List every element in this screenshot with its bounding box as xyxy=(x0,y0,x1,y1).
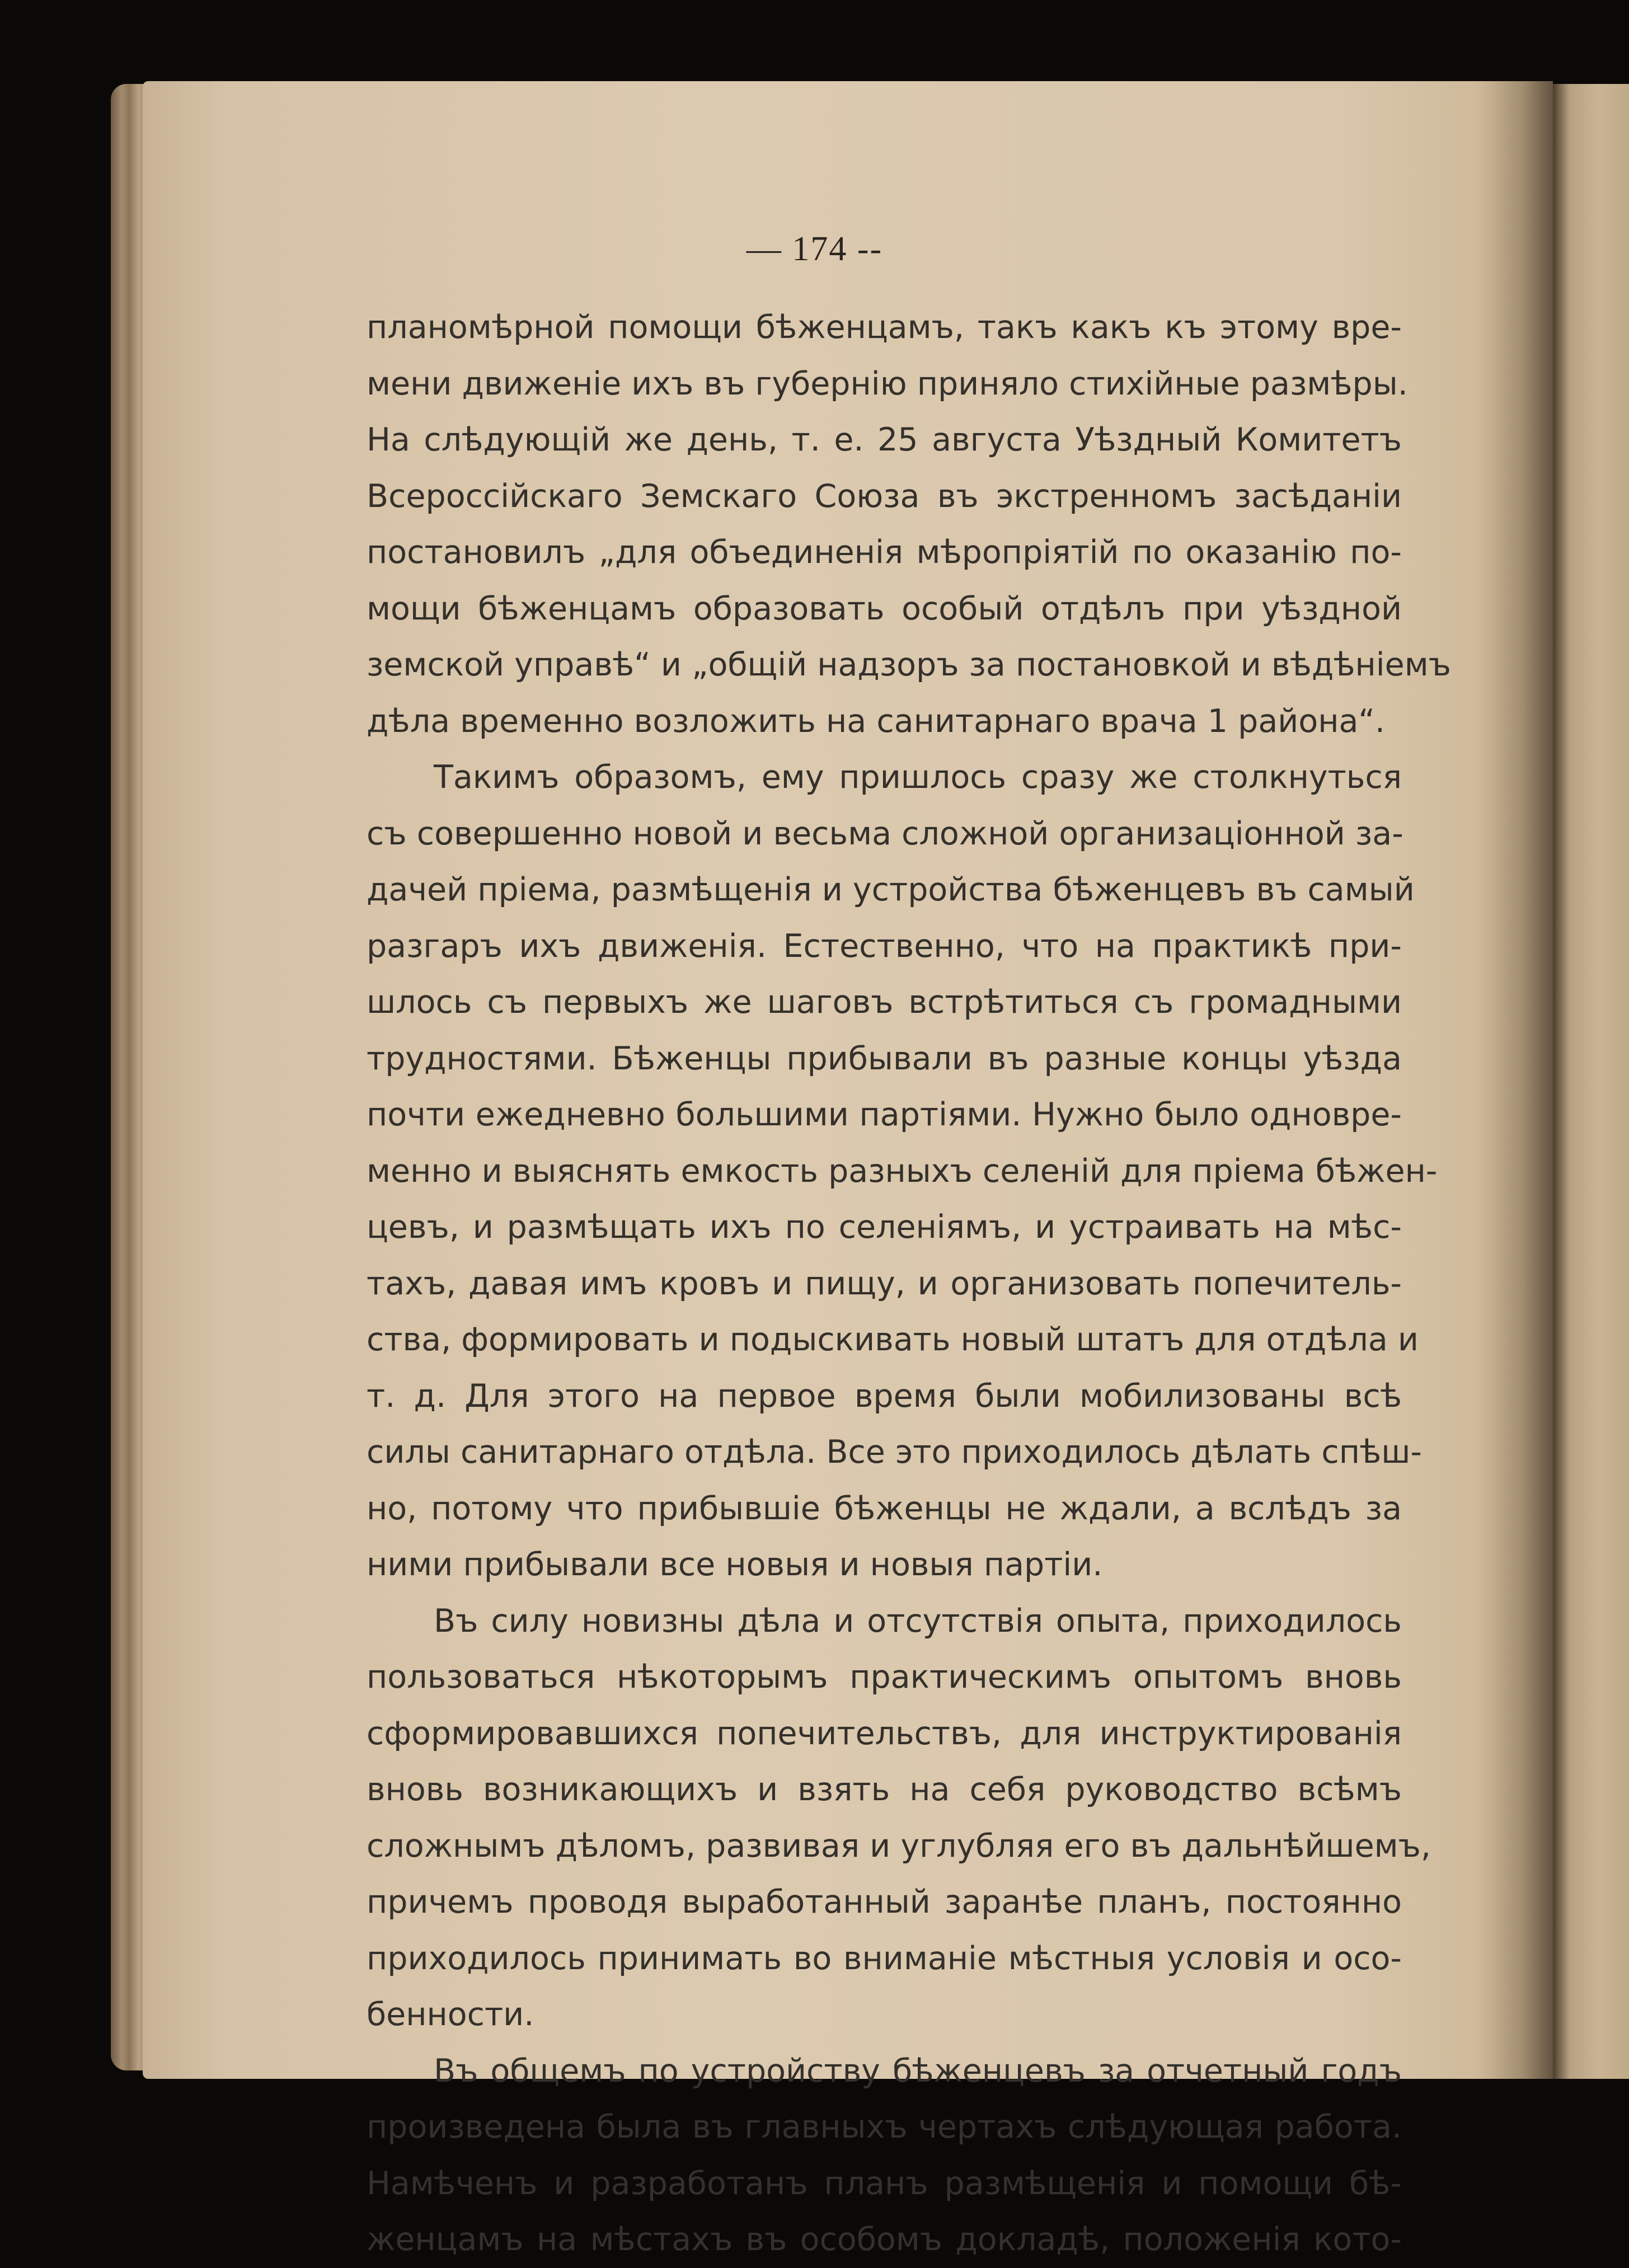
text-line: менно и выяснять емкость разныхъ селеній для пріема бѣжен- xyxy=(367,1152,1438,1190)
facing-page-edge xyxy=(1553,84,1629,2079)
text-line: цевъ, и размѣщать ихъ по селеніямъ, и устраивать на мѣс- xyxy=(367,1209,1402,1246)
text-line: На слѣдующій же день, т. е. 25 августа Уѣздный Комитетъ xyxy=(367,421,1402,458)
text-line: Всероссійскаго Земскаго Союза въ экстренномъ засѣданіи xyxy=(367,477,1402,515)
text-line: трудностями. Бѣженцы прибывали въ разные концы уѣзда xyxy=(367,1040,1402,1077)
text-line: дѣла временно возложить на санитарнаго врача 1 района“. xyxy=(367,702,1386,740)
text-line: мощи бѣженцамъ образовать особый отдѣлъ при уѣздной xyxy=(367,590,1402,627)
text-line: но, потому что прибывшіе бѣженцы не ждали, а вслѣдъ за xyxy=(367,1490,1402,1527)
text-line: сформировавшихся попечительствъ, для инструктированія xyxy=(367,1715,1402,1752)
text-line: бенности. xyxy=(367,1996,534,2033)
text-line: ними прибывали все новыя и новыя партіи. xyxy=(367,1546,1103,1583)
paragraph-start-line: Такимъ образомъ, ему пришлось сразу же столкнуться xyxy=(434,759,1402,796)
text-line: женцамъ на мѣстахъ въ особомъ докладѣ, положенія кото- xyxy=(367,2221,1402,2258)
page-number: — 174 -- xyxy=(746,230,883,268)
text-line: приходилось принимать во вниманіе мѣстныя условія и осо- xyxy=(367,1940,1402,1977)
text-line: произведена была въ главныхъ чертахъ слѣдующая работа. xyxy=(367,2109,1402,2145)
text-line: т. д. Для этого на первое время были мобилизованы всѣ xyxy=(367,1377,1402,1415)
text-line: ства, формировать и подыскивать новый штатъ для отдѣла и xyxy=(367,1321,1419,1358)
text-line: разгаръ ихъ движенія. Естественно, что на практикѣ при- xyxy=(367,927,1402,965)
text-line: шлось съ первыхъ же шаговъ встрѣтиться съ громадными xyxy=(367,984,1402,1021)
text-line: дачей пріема, размѣщенія и устройства бѣженцевъ въ самый xyxy=(367,871,1415,908)
text-line: съ совершенно новой и весьма сложной организаціонной за- xyxy=(367,815,1403,852)
text-line: сложнымъ дѣломъ, развивая и углубляя его въ дальнѣйшемъ, xyxy=(367,1827,1431,1865)
paragraph-start-line: Въ силу новизны дѣла и отсутствія опыта, приходилось xyxy=(434,1602,1402,1640)
text-line: Намѣченъ и разработанъ планъ размѣщенія и помощи бѣ- xyxy=(367,2164,1402,2202)
paragraph-start-line: Въ общемъ по устройству бѣженцевъ за отчетный годъ xyxy=(434,2052,1402,2089)
text-line: планомѣрной помощи бѣженцамъ, такъ какъ къ этому вре- xyxy=(367,309,1402,346)
text-line: постановилъ „для объединенія мѣропріятій по оказанію по- xyxy=(367,534,1402,571)
page-gutter-shadow xyxy=(1477,81,1553,2079)
text-line: почти ежедневно большими партіями. Нужно было одновре- xyxy=(367,1096,1402,1133)
text-line: силы санитарнаго отдѣла. Все это приходилось дѣлать спѣш- xyxy=(367,1434,1422,1471)
body-text xyxy=(367,299,1451,2268)
text-line: тахъ, давая имъ кровъ и пищу, и организовать попечитель- xyxy=(367,1265,1402,1302)
text-line: причемъ проводя выработанный заранѣе планъ, постоянно xyxy=(367,1884,1402,1920)
text-line: вновь возникающихъ и взять на себя руководство всѣмъ xyxy=(367,1771,1402,1808)
text-line: земской управѣ“ и „общій надзоръ за постановкой и вѣдѣніемъ xyxy=(367,646,1451,683)
text-line: пользоваться нѣкоторымъ практическимъ опытомъ вновь xyxy=(367,1659,1402,1696)
text-line: мени движеніе ихъ въ губернію приняло стихійные размѣры. xyxy=(367,365,1408,402)
